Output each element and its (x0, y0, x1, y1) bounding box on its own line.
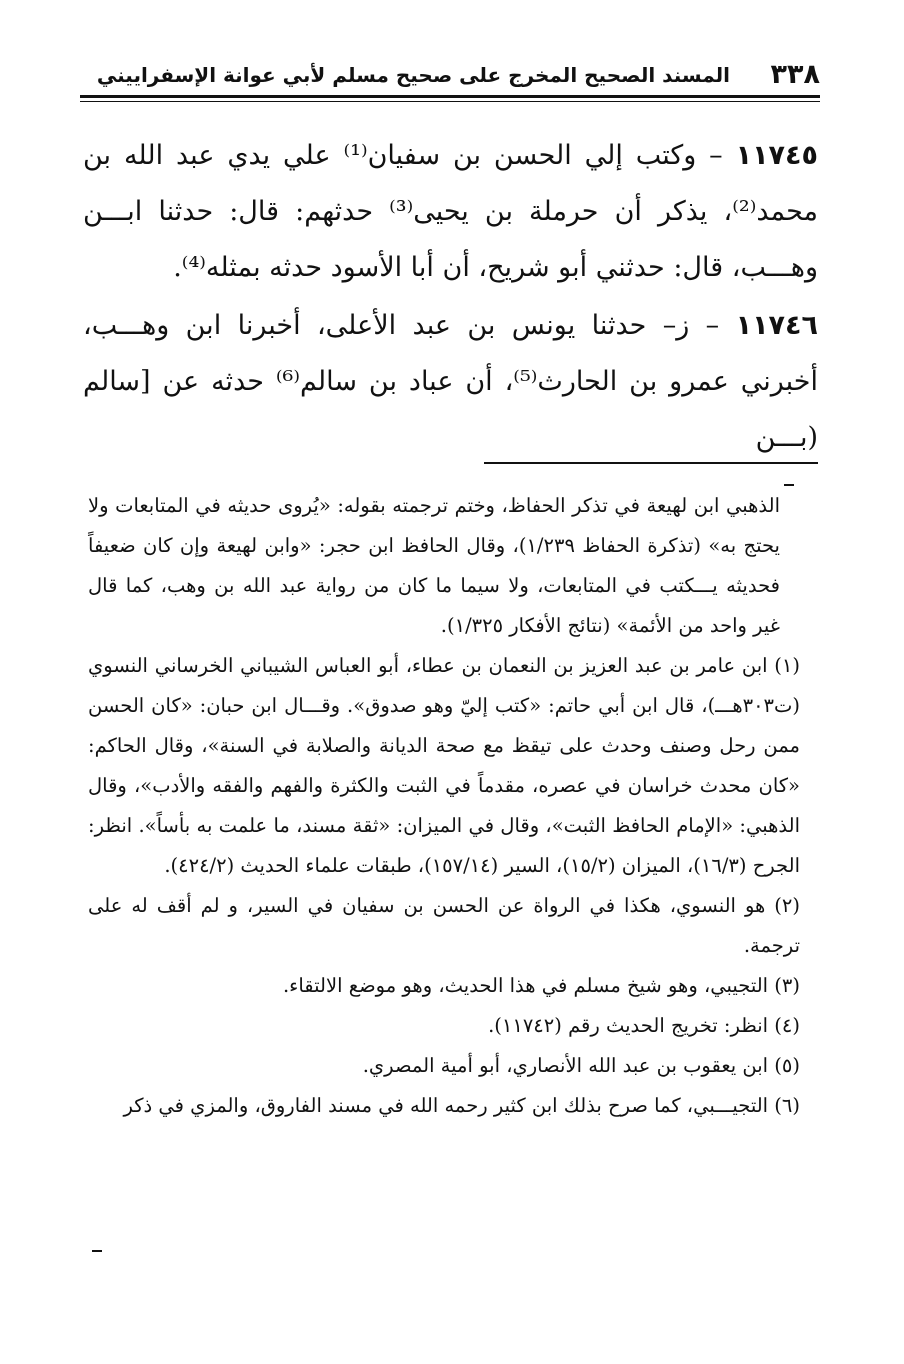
footnote-3: (٣) التجيبي، وهو شيخ مسلم في هذا الحديث، وهو موضع الالتقاء. (282, 974, 800, 997)
footnote-6: (٦) التجيـــبي، كما صرح بذلك ابن كثير رحمه الله في مسند الفاروق، والمزي في ذكر (123, 1094, 800, 1117)
hadith-number: ١١٧٤٥ (735, 140, 818, 171)
footnote-2: (٢) هو النسوي، هكذا في الرواة عن الحسن بن سفيان في السير، و لم أقف له على ترجمة. (88, 894, 800, 957)
page-number: ٣٣٨ (770, 59, 820, 90)
hadith-text: – وكتب إلي الحسن بن سفيان⁽¹⁾ علي يدي عبد الله بن محمد⁽²⁾، يذكر أن حرملة بن يحيى⁽³⁾ حدثهم: قال: حدثنا ابـــن وهـــب، قال: حدثني أبو شريح، أن أبا الأسود حدثه بمثله⁽⁴⁾. (83, 140, 818, 283)
continuation-mark-bottom (92, 1250, 102, 1252)
footnote-continuation: الذهبي ابن لهيعة في تذكر الحفاظ، وختم ترجمته بقوله: «يُروى حديثه في المتابعات ولا يحتج به» (تذكرة الحفاظ ١/٢٣٩)، وقال الحافظ ابن حجر: «وابن لهيعة وإن كان ضعيفاً فحديثه يـــكتب في المتابعات، ولا سيما ما كان من رواية عبد الله بن وهب، كما قال غير واحد من الأئمة» (نتائج الأفكار ١/٣٢٥). (88, 494, 780, 637)
footnote-divider (484, 462, 818, 464)
footnotes (88, 486, 800, 1126)
footnote-4: (٤) انظر: تخريج الحديث رقم (١١٧٤٢). (488, 1014, 800, 1037)
running-title: المسند الصحيح المخرج على صحيح مسلم لأبي عوانة الإسفراييني (96, 63, 730, 87)
hadith-number: ١١٧٤٦ (735, 310, 818, 341)
hadith-11745 (83, 128, 818, 296)
header-rule-thin (80, 101, 820, 102)
page-header (80, 58, 820, 92)
footnote-5: (٥) ابن يعقوب بن عبد الله الأنصاري، أبو أمية المصري. (362, 1054, 800, 1077)
hadith-11746 (83, 298, 818, 466)
header-rule (80, 95, 820, 98)
hadith-text: – ز– حدثنا يونس بن عبد الأعلى، أخبرنا ابن وهـــب، أخبرني عمرو بن الحارث⁽⁵⁾، أن عباد بن سالم⁽⁶⁾ حدثه عن [سالم (بـــن (83, 310, 818, 453)
footnote-1: (١) ابن عامر بن عبد العزيز بن النعمان بن عطاء، أبو العباس الشيباني الخرساني النسوي (ت٣٠٣هـــ)، قال ابن أبي حاتم: «كتب إليّ وهو صدوق». وقـــال ابن حبان: «كان الحسن ممن رحل وصنف وحدث على تيقظ مع صحة الديانة والصلابة في السنة»، وقال الحاكم: «كان محدث خراسان في عصره، مقدماً في الثبت والكثرة والفهم والفقه والأدب»، وقال الذهبي: «الإمام الحافظ الثبت»، وقال في الميزان: «ثقة مسند، ما علمت به بأساً». انظر: الجرح (١٦/٣)، الميزان (١٥/٢)، السير (١٥٧/١٤)، طبقات علماء الحديث (٤٢٤/٢). (88, 654, 800, 877)
